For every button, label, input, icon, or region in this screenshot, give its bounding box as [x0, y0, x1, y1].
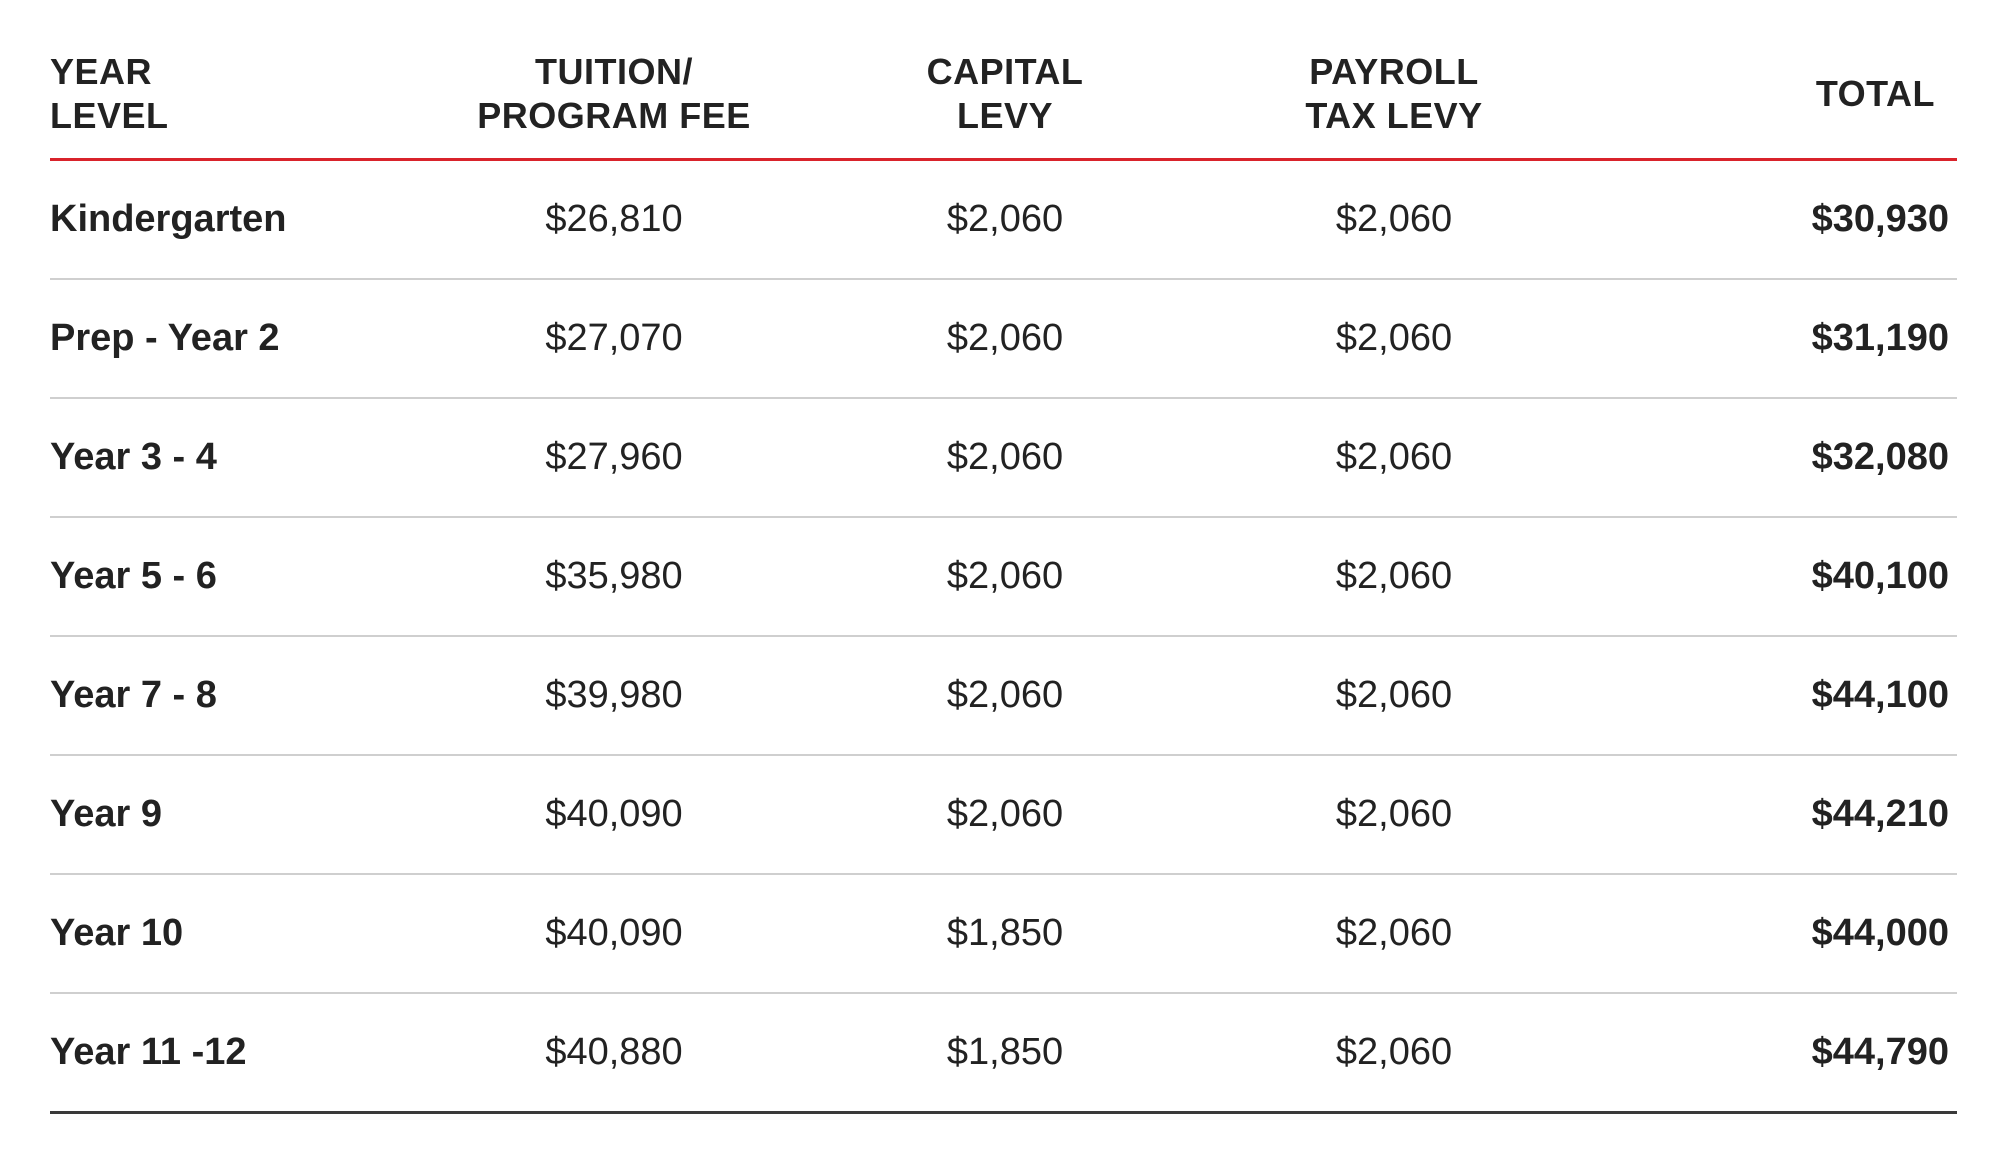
tuition-cell: $35,980 — [545, 555, 683, 597]
tuition-cell: $40,090 — [545, 912, 683, 954]
table-row — [50, 280, 1957, 399]
year-level-cell: Kindergarten — [50, 198, 287, 240]
header-year-level-line2: LEVEL — [50, 95, 169, 136]
capital-levy-cell: $2,060 — [946, 436, 1064, 478]
total-cell: $44,790 — [1811, 1031, 1949, 1073]
tuition-cell: $27,070 — [545, 317, 683, 359]
tuition-cell: $40,090 — [545, 793, 683, 835]
payroll-tax-cell: $2,060 — [1335, 912, 1453, 954]
total-cell: $44,000 — [1811, 912, 1949, 954]
total-cell: $32,080 — [1811, 436, 1949, 478]
header-capital-levy — [805, 50, 1205, 138]
table-row — [50, 161, 1957, 280]
year-level-cell: Year 7 - 8 — [50, 674, 217, 716]
table-row — [50, 994, 1957, 1114]
tuition-cell: $26,810 — [545, 198, 683, 240]
payroll-tax-cell: $2,060 — [1335, 674, 1453, 716]
year-level-cell: Year 5 - 6 — [50, 555, 217, 597]
total-cell: $30,930 — [1811, 198, 1949, 240]
table-row — [50, 518, 1957, 637]
header-payroll-line2: TAX LEVY — [1305, 95, 1483, 136]
total-cell: $31,190 — [1811, 317, 1949, 359]
header-payroll-line1: PAYROLL — [1309, 51, 1479, 92]
table-row — [50, 399, 1957, 518]
header-year-level-line1: YEAR — [50, 51, 153, 92]
year-level-cell: Year 3 - 4 — [50, 436, 217, 478]
capital-levy-cell: $2,060 — [946, 317, 1064, 359]
total-cell: $44,210 — [1811, 793, 1949, 835]
header-total-line1: TOTAL — [1815, 73, 1935, 114]
year-level-cell: Prep - Year 2 — [50, 317, 280, 359]
table-row — [50, 756, 1957, 875]
capital-levy-cell: $1,850 — [946, 912, 1064, 954]
table-header — [50, 0, 1957, 161]
header-tuition-line1: TUITION/ — [535, 51, 693, 92]
header-capital-line1: CAPITAL — [926, 51, 1084, 92]
tuition-cell: $40,880 — [545, 1031, 683, 1073]
total-cell: $44,100 — [1811, 674, 1949, 716]
year-level-cell: Year 11 -12 — [50, 1031, 247, 1073]
payroll-tax-cell: $2,060 — [1335, 436, 1453, 478]
capital-levy-cell: $2,060 — [946, 198, 1064, 240]
capital-levy-cell: $1,850 — [946, 1031, 1064, 1073]
capital-levy-cell: $2,060 — [946, 555, 1064, 597]
payroll-tax-cell: $2,060 — [1335, 793, 1453, 835]
header-year-level — [50, 50, 169, 138]
payroll-tax-cell: $2,060 — [1335, 555, 1453, 597]
tuition-cell: $27,960 — [545, 436, 683, 478]
capital-levy-cell: $2,060 — [946, 793, 1064, 835]
header-total — [1816, 72, 1935, 116]
tuition-cell: $39,980 — [545, 674, 683, 716]
header-payroll-tax-levy — [1194, 50, 1594, 138]
capital-levy-cell: $2,060 — [946, 674, 1064, 716]
total-cell: $40,100 — [1811, 555, 1949, 597]
header-tuition-line2: PROGRAM FEE — [477, 95, 751, 136]
payroll-tax-cell: $2,060 — [1335, 317, 1453, 359]
table-row — [50, 637, 1957, 756]
year-level-cell: Year 9 — [50, 793, 162, 835]
year-level-cell: Year 10 — [50, 912, 184, 954]
header-capital-line2: LEVY — [956, 95, 1054, 136]
payroll-tax-cell: $2,060 — [1335, 1031, 1453, 1073]
table-row — [50, 875, 1957, 994]
fees-table — [50, 0, 1957, 1114]
payroll-tax-cell: $2,060 — [1335, 198, 1453, 240]
